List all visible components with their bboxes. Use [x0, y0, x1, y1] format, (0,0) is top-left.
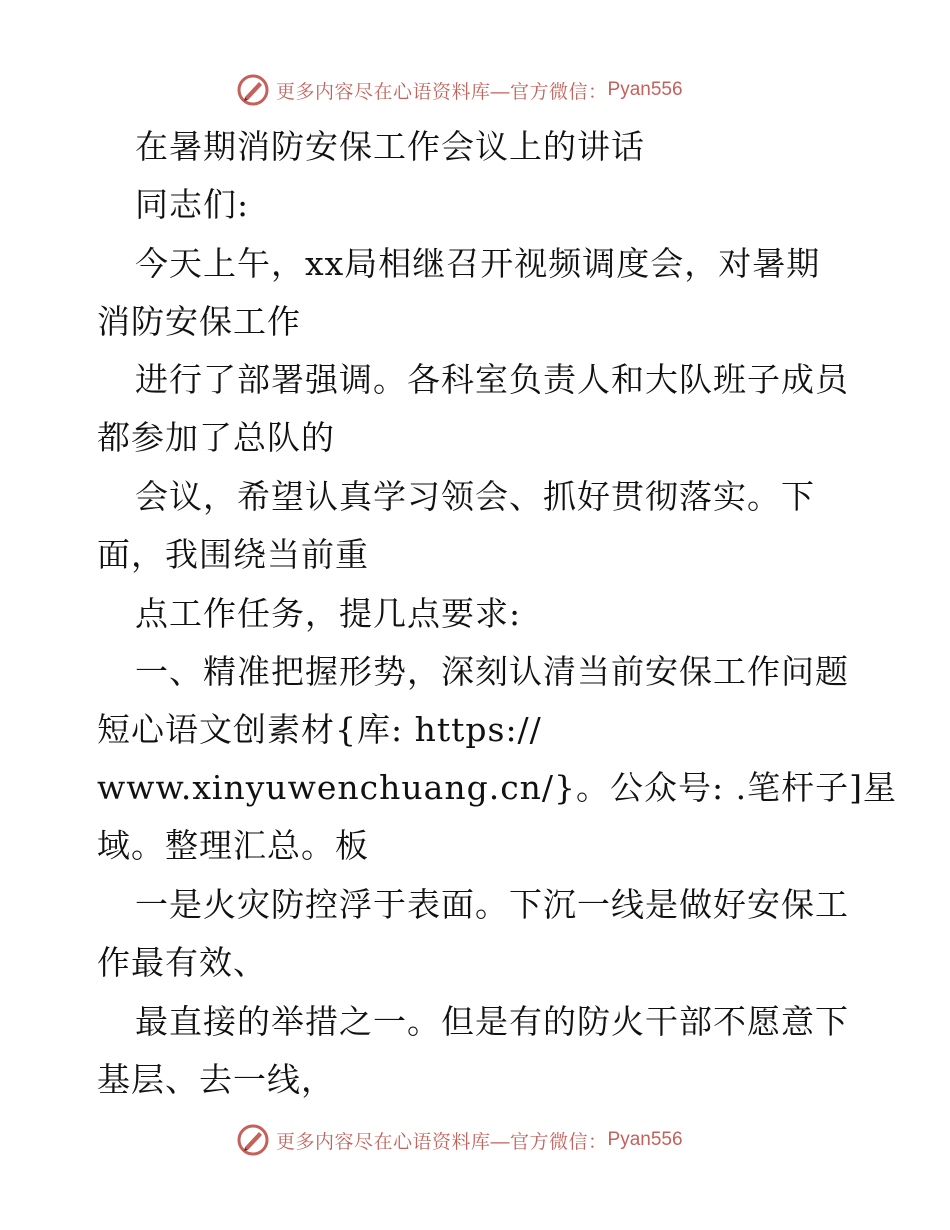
pen-logo-icon [236, 1123, 270, 1157]
watermark-text: 更多内容尽在心语资料库—官方微信： [276, 81, 608, 103]
text-line: www.xinyuwenchuang.cn/}。公众号: .笔杆子]星 [97, 768, 898, 807]
text-line: 进行了部署强调。各科室负责人和大队班子成员 [135, 360, 849, 399]
text-line: 作最有效、 [97, 943, 267, 982]
watermark-wechat-id: Pyan556 [607, 79, 683, 100]
text-line: 面，我围绕当前重 [97, 535, 369, 574]
text-line: 会议，希望认真学习领会、抓好贯彻落实。下 [135, 477, 815, 516]
text-line: 都参加了总队的 [97, 418, 335, 457]
text-line: 今天上午，xx局相继召开视频调度会，对暑期 [135, 244, 821, 283]
watermark-wechat-id: Pyan556 [607, 1129, 683, 1150]
text-line: 域。整理汇总。板 [97, 826, 369, 865]
footer-watermark [236, 1123, 683, 1157]
text-line: 短心语文创素材{库: https:// [97, 710, 542, 749]
text-line: 最直接的举措之一。但是有的防火干部不愿意下 [135, 1002, 849, 1041]
watermark-text: 更多内容尽在心语资料库—官方微信： [276, 1131, 608, 1153]
text-line: 点工作任务，提几点要求: [135, 594, 522, 633]
text-line: 消防安保工作 [97, 302, 301, 341]
greeting-line: 同志们: [135, 185, 250, 224]
text-line: 基层、去一线， [97, 1060, 335, 1099]
speech-title: 在暑期消防安保工作会议上的讲话 [135, 127, 645, 166]
section-heading: 一、精准把握形势，深刻认清当前安保工作问题 [135, 652, 849, 691]
text-line: 一是火灾防控浮于表面。下沉一线是做好安保工 [135, 885, 849, 924]
